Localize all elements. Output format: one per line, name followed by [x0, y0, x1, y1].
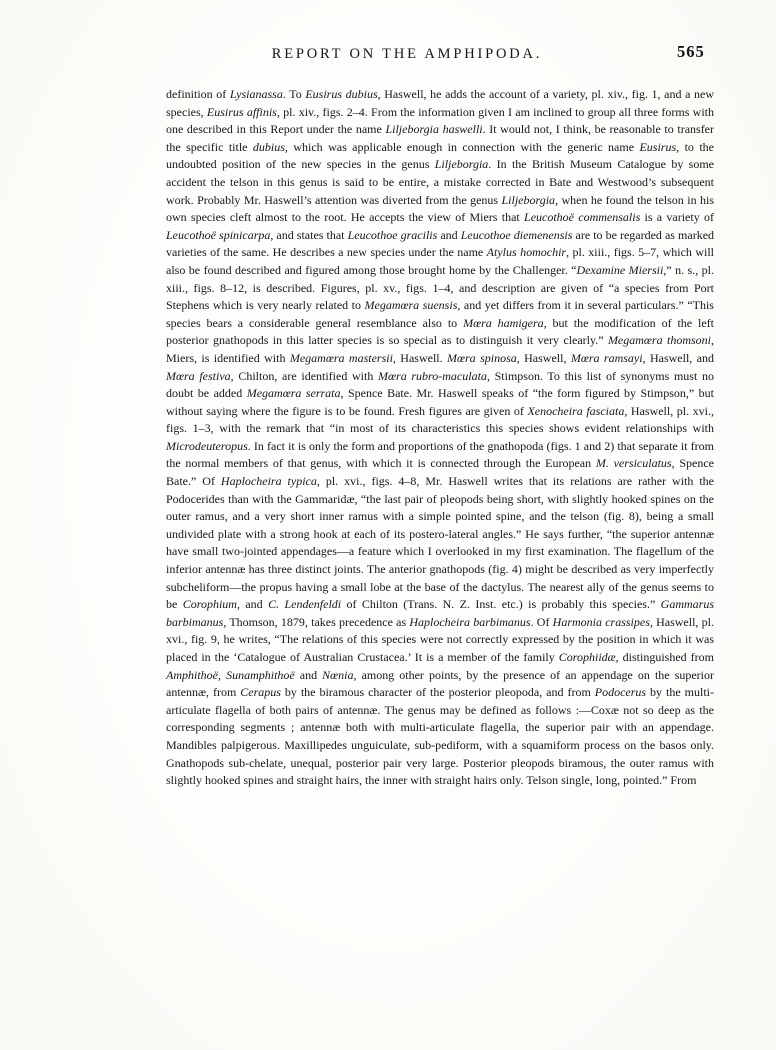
taxon-name: Haplocheira typica [220, 474, 317, 489]
page-number: 565 [677, 42, 705, 61]
taxon-name: Mœra festiva [166, 368, 231, 383]
taxon-name: Leucothoe diemenensis [460, 227, 573, 242]
taxon-name: Leucothoe gracilis [347, 227, 438, 242]
taxon-name: Eusirus [639, 139, 677, 154]
text-segment: , Haswell, pl. xvi., figs. 1–3, with the remark that “in most of its characteristics this species shows evident relationships with [166, 403, 715, 436]
taxon-name: Microdeuteropus [166, 438, 248, 453]
text-segment: . It would not, I think, be reasonable to transfer the specific title [166, 122, 715, 154]
text-segment: , and states that [270, 227, 348, 242]
text-segment: . Of [530, 614, 553, 629]
text-segment: , among other points, by the presence of an appendage on the superior antennæ, from [166, 667, 715, 700]
text-segment: . In the British Museum Catalogue by some accident the telson in this genus is said to be entire, a mistake corrected in Bate and Westwood’s subsequent work. Probably Mr. Haswell’s attention was diverted from the genus [166, 157, 714, 207]
running-header-title: REPORT ON THE AMPHIPODA. [271, 46, 543, 62]
text-segment: , Spence Bate. Mr. Haswell speaks of “the form figured by Stimpson,” but without saying where the figure is to be found. Fresh figures are given of [166, 386, 714, 418]
taxon-name: Corophiidæ [558, 650, 616, 664]
text-segment: , and yet differs from it in several particulars.” “This species bears a considerable general resemblance also to [166, 298, 714, 330]
taxon-name: Lysianassa [229, 87, 283, 101]
text-segment: and [437, 227, 461, 242]
text-segment: , and [236, 597, 269, 612]
text-segment: definition of [166, 87, 230, 101]
taxon-name: Podocerus [594, 685, 647, 700]
taxon-name: Mœra ramsayi [570, 350, 643, 365]
text-segment: by the multi-articulate flagella of both pairs of antennæ. The genus may be defined as follows :—Coxæ not so deep as the corresponding segments ; antennæ both with multi-articulate flagella, the superior pair with an appendage. Mandibles palpigerous. Maxillipedes unguiculate, sub-pediform, with a squamiform process on the basos only. Gnathopods sub-chelate, unequal, posterior pair very large. Posterior pleopods biramous, the outer ramus with slightly hooked spines and straight hairs, the inner with straight hairs only. Telson single, long, pointed.” From [166, 685, 714, 788]
text-segment: , when he found the telson in his own species cleft almost to the root. He accepts the view of Miers that [166, 192, 714, 225]
text-segment: , Miers, is identified with [166, 333, 714, 365]
taxon-name: Megamœra serrata [246, 386, 341, 401]
text-segment: of Chilton (Trans. N. Z. Inst. etc.) is probably this species.” [341, 597, 661, 612]
taxon-name: Eusirus affinis [206, 104, 277, 119]
taxon-name: Mœra spinosa [447, 350, 517, 365]
text-segment: , pl. xvi., figs. 4–8, Mr. Haswell writes that its relations are rather with the Podocerides than with the Gammaridæ, “the last pair of pleopods being short, with slightly hooked spines on the outer ramus, and a very short inner ramus with a simple pointed spine, and the telson (fig. 8), being a small undivided plate with a strong hook at each of its postero-lateral angles.” He says further, “the superior antennæ have small two-jointed appendages—a feature which I overlooked in my first examination. The flagellum of the inferior antennæ has three distinct joints. The anterior gnathopods (fig. 4) might be described as very imperfectly subcheliform—the propus having a small lobe at the base of the dactylus. The nearest ally of the genus seems to be [166, 474, 715, 612]
taxon-name: Atylus homochir [486, 245, 567, 260]
taxon-name: Sunamphithoë [226, 667, 295, 682]
text-segment: , but the modification of the left posterior gnathopods in this latter species is so special as to distinguish it very clearly.” [166, 315, 715, 348]
taxon-name: Amphithoë [166, 667, 218, 682]
taxon-name: Megamœra suensis [364, 298, 458, 313]
text-segment: , to the undoubted position of the new species in the genus [166, 139, 714, 172]
running-header [167, 45, 647, 63]
taxon-name: Eusirus dubius [305, 87, 378, 101]
text-segment: by the biramous character of the posterior pleopoda, and from [280, 685, 595, 700]
text-segment: , pl. xiv., figs. 2–4. From the information given I am inclined to group all three forms with one described in this Report under the name [166, 104, 714, 137]
text-segment: is a variety of [640, 210, 714, 225]
taxon-name: C. Lendenfeldi [268, 597, 342, 612]
taxon-name: Cerapus [240, 685, 281, 700]
text-segment: ,” n. s., pl. xiii., figs. 8–12, is described. Figures, pl. xv., figs. 1–4, and description are given of “a species from Port Stephens which is very nearly related to [166, 262, 715, 313]
taxon-name: Corophium [182, 597, 237, 612]
taxon-name: Dexamine Miersii [576, 262, 664, 277]
text-segment: , Haswell, [516, 350, 571, 365]
text-segment: , Stimpson. To this list of synonyms must no doubt be added [166, 368, 714, 401]
taxon-name: Harmonia crassipes [552, 614, 650, 629]
text-segment: , Haswell. [392, 350, 448, 365]
body-text [166, 86, 714, 790]
taxon-name: Mœra rubro-maculata [378, 368, 487, 383]
text-segment: , Thomson, 1879, takes precedence as [223, 614, 410, 629]
taxon-name: Xenocheira fasciata [527, 403, 625, 418]
text-segment: and [294, 667, 323, 682]
text-segment: , which was applicable enough in connection with the generic name [284, 139, 640, 154]
text-segment: , distinguished from [615, 650, 714, 664]
text-segment: . To [282, 87, 306, 101]
taxon-name: dubius [252, 139, 285, 154]
taxon-name: Haplocheira barbimanus [409, 614, 531, 629]
text-segment: , Haswell, pl. xvi., fig. 9, he writes, “The relations of this species were not correctly expressed by the position in which it was placed in the ‘Catalogue of Australian Crustacea.’ It is a member of the family [166, 614, 714, 664]
text-segment: , pl. xiii., figs. 5–7, which will also be found described and figured among those brought home by the Challenger. “ [166, 245, 714, 277]
taxon-name: M. versiculatus [595, 456, 672, 471]
taxon-name: Gammarus barbimanus [166, 597, 714, 629]
taxon-name: Megamœra thomsoni [607, 333, 711, 348]
text-segment: , Chilton, are identified with [230, 368, 379, 383]
text-segment: , Haswell, and [642, 350, 714, 365]
taxon-name: Megamœra mastersii [289, 350, 393, 365]
taxon-name: Mœra hamigera [463, 315, 544, 330]
taxon-name: Liljeborgia haswelli [385, 122, 483, 137]
taxon-name: Leucothoë spinicarpa [166, 227, 271, 242]
taxon-name: Liljeborgia [434, 157, 489, 172]
text-segment: . In fact it is only the form and proportions of the gnathopoda (figs. 1 and 2) that separate it from the normal members of that genus, with which it is connected through the European [166, 438, 714, 471]
text-segment: , Haswell, he adds the account of a variety, pl. xiv., fig. 1, and a new species, [166, 87, 714, 119]
taxon-name: Nœnia [322, 667, 354, 682]
text-segment: , Spence Bate.” Of [166, 456, 714, 489]
text-segment: are to be regarded as marked varieties of the same. He describes a new species under the name [166, 227, 715, 260]
taxon-name: Leucothoë commensalis [524, 210, 641, 225]
taxon-name: Liljeborgia [501, 192, 556, 207]
text-segment: , [218, 667, 227, 682]
